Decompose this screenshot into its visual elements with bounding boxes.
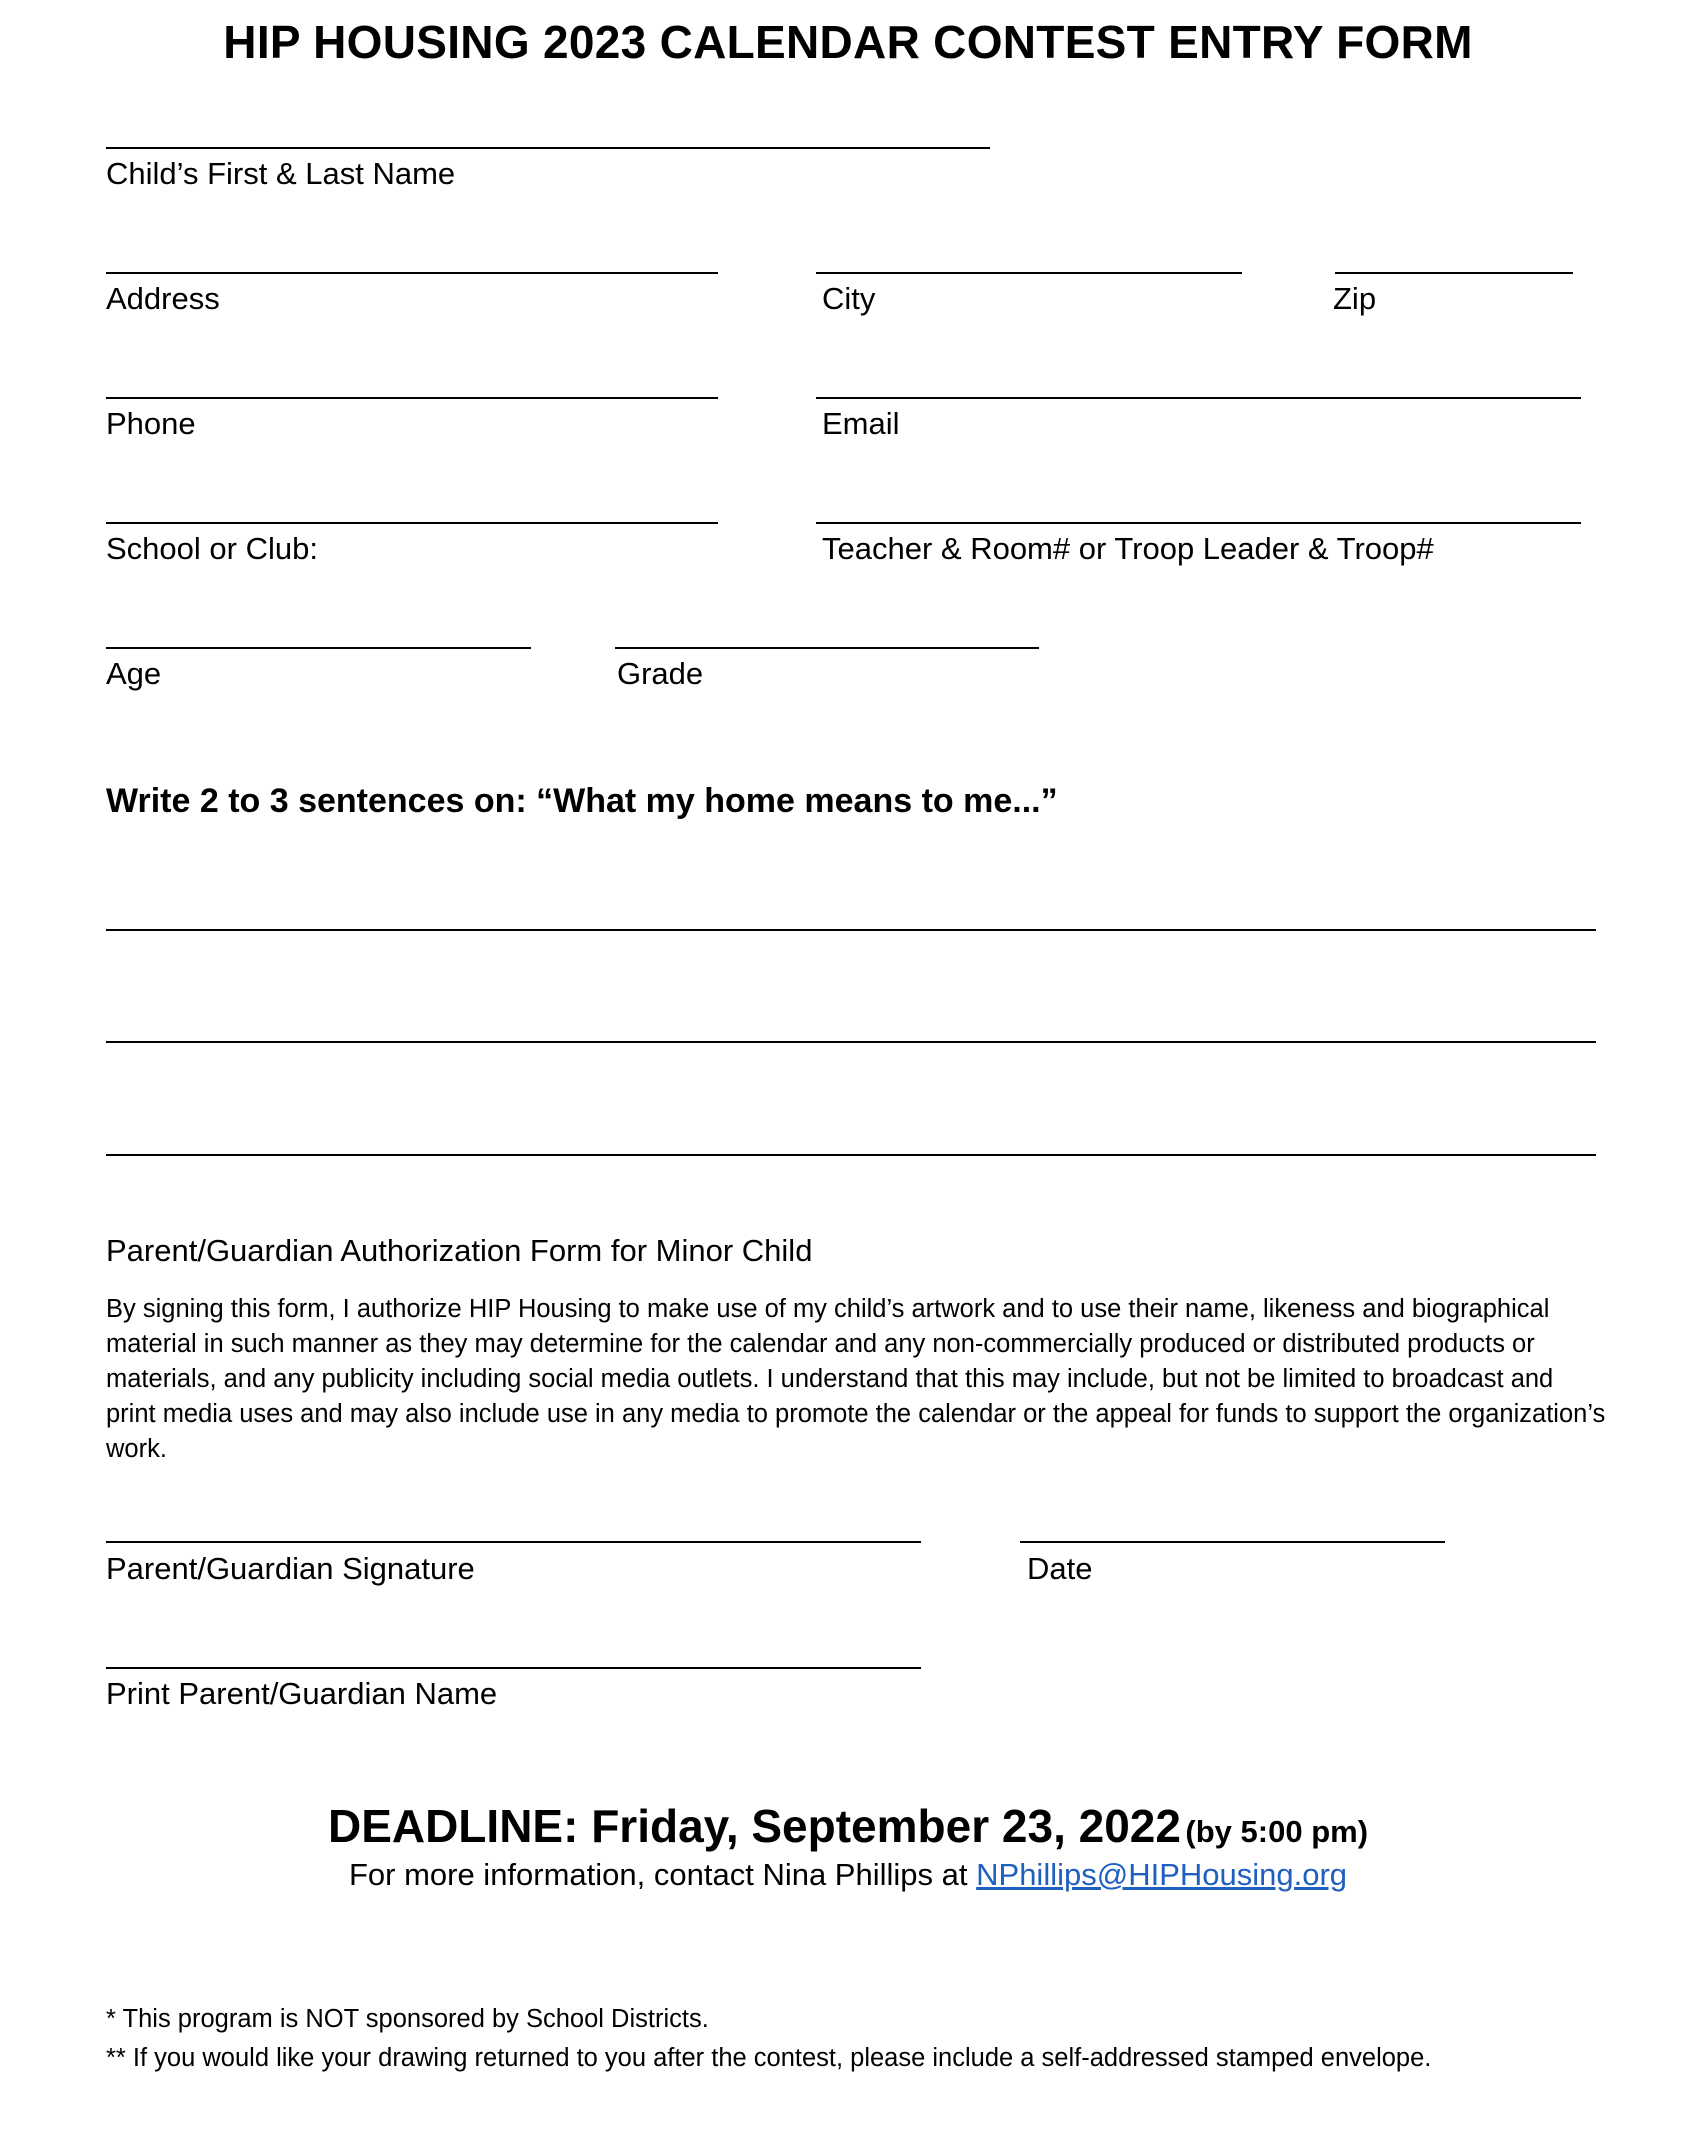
- email-field[interactable]: [816, 397, 1581, 399]
- teacher-field[interactable]: [816, 522, 1581, 524]
- address-label: Address: [106, 281, 220, 316]
- footnote: ** If you would like your drawing returned to you after the contest, please include a self-addressed stamped envelope.: [106, 2044, 1432, 2072]
- address-field[interactable]: [106, 272, 718, 274]
- school-field[interactable]: [106, 522, 718, 524]
- authorization-body: By signing this form, I authorize HIP Housing to make use of my child’s artwork and to use their name, likeness and biographical material in such manner as they may determine for the calendar and any non-commercially produced or distributed products or materials, and any publicity including social media outlets. I understand that this may include, but not be limited to broadcast and print media uses and may also include use in any media to promote the calendar or the appeal for funds to support the organization’s work.: [106, 1295, 1606, 1463]
- grade-label: Grade: [617, 656, 704, 691]
- zip-label: Zip: [1333, 281, 1377, 316]
- city-label: City: [822, 281, 876, 316]
- teacher-label: Teacher & Room# or Troop Leader & Troop#: [822, 531, 1434, 566]
- child-name-field[interactable]: [106, 147, 990, 149]
- contact-email-link[interactable]: NPhillips@HIPHousing.org: [976, 1857, 1348, 1892]
- zip-field[interactable]: [1335, 272, 1573, 274]
- footnote: * This program is NOT sponsored by School Districts.: [106, 2005, 709, 2033]
- contact-info: [0, 1856, 1696, 1894]
- school-label: School or Club:: [106, 531, 318, 566]
- email-label: Email: [822, 406, 900, 441]
- essay-line[interactable]: [106, 1041, 1596, 1043]
- phone-label: Phone: [106, 406, 196, 441]
- contact-text: For more information, contact Nina Phillips at: [348, 1857, 968, 1892]
- authorization-heading: Parent/Guardian Authorization Form for Minor Child: [106, 1233, 813, 1268]
- deadline-time: (by 5:00 pm): [1185, 1814, 1369, 1849]
- signature-label: Parent/Guardian Signature: [106, 1551, 475, 1586]
- deadline-date: DEADLINE: Friday, September 23, 2022: [327, 1800, 1181, 1852]
- city-field[interactable]: [816, 272, 1242, 274]
- print-name-field[interactable]: [106, 1667, 921, 1669]
- age-field[interactable]: [106, 647, 531, 649]
- phone-field[interactable]: [106, 397, 718, 399]
- essay-prompt: Write 2 to 3 sentences on: “What my home means to me...”: [106, 782, 1058, 820]
- date-field[interactable]: [1020, 1541, 1445, 1543]
- form-title: HIP HOUSING 2023 CALENDAR CONTEST ENTRY FORM: [223, 16, 1473, 68]
- signature-field[interactable]: [106, 1541, 921, 1543]
- grade-field[interactable]: [615, 647, 1039, 649]
- print-name-label: Print Parent/Guardian Name: [106, 1676, 498, 1711]
- age-label: Age: [106, 656, 162, 691]
- date-label: Date: [1027, 1551, 1093, 1586]
- child-name-label: Child’s First & Last Name: [106, 156, 456, 191]
- essay-line[interactable]: [106, 929, 1596, 931]
- essay-line[interactable]: [106, 1154, 1596, 1156]
